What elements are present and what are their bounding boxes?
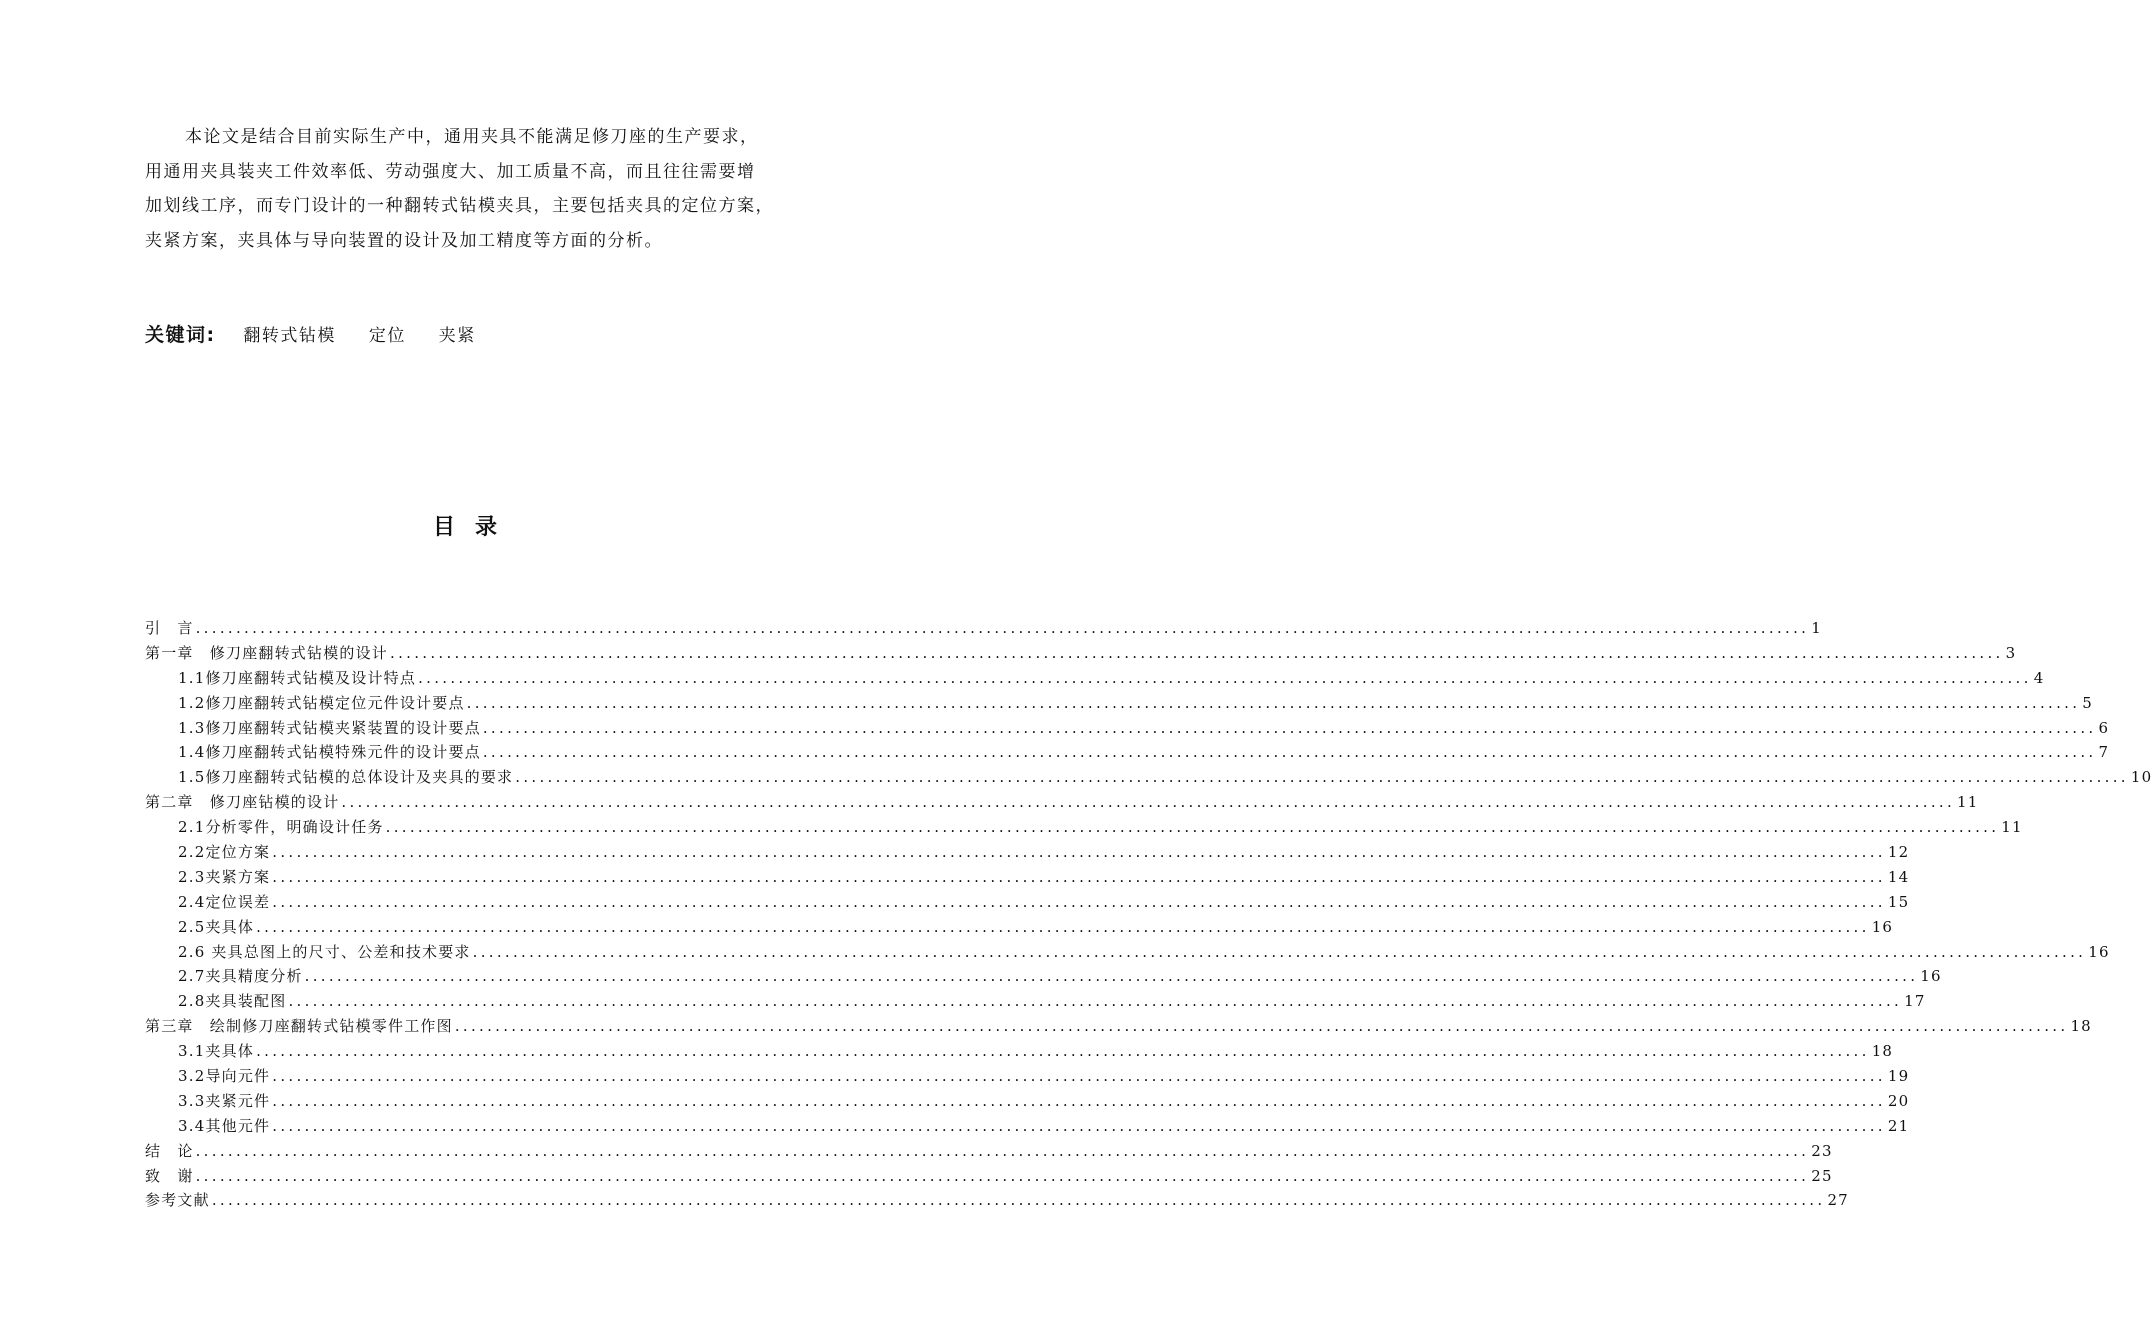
toc-entry-title: 3.1夹具体	[178, 1042, 255, 1061]
toc-entry[interactable]	[145, 766, 2152, 791]
toc-entry-page: 23	[1811, 1141, 1833, 1160]
toc-entry[interactable]	[145, 1015, 2092, 1040]
toc-entry[interactable]	[145, 1040, 1894, 1065]
toc-entry[interactable]	[145, 1189, 1849, 1214]
toc-leader-dots: ........................................................................................................................................................................................................	[195, 619, 1810, 637]
toc-leader-dots: ........................................................................................................................................................................................................	[385, 818, 2000, 837]
toc-entry-title: 2.7夹具精度分析	[178, 967, 303, 986]
toc-entry-title: 1.2修刀座翻转式钻模定位元件设计要点	[178, 693, 465, 712]
toc-entry-title: 参考文献	[145, 1191, 210, 1210]
toc-entry-title: 3.3夹紧元件	[178, 1091, 271, 1110]
toc-leader-dots: ........................................................................................................................................................................................................	[272, 1116, 1886, 1135]
toc-entry-title: 第二章 修刀座钻模的设计	[145, 793, 340, 812]
abstract-line: 夹紧方案，夹具体与导向装置的设计及加工精度等方面的分析。	[145, 230, 663, 251]
toc-entry-page: 14	[1887, 867, 1910, 886]
toc-entry-page: 27	[1827, 1191, 1849, 1210]
toc-leader-dots: ........................................................................................................................................................................................................	[272, 867, 1886, 886]
toc-entry[interactable]	[145, 717, 2110, 742]
toc-entry-title: 2.8夹具装配图	[178, 992, 287, 1011]
toc-leader-dots: ........................................................................................................................................................................................................	[272, 1067, 1886, 1086]
toc-entry-page: 17	[1904, 992, 1926, 1011]
toc-leader-dots: ........................................................................................................................................................................................................	[304, 967, 1919, 986]
toc-entry-page: 5	[2082, 693, 2094, 712]
toc-entry-title: 第一章 修刀座翻转式钻模的设计	[145, 643, 389, 662]
toc-entry-title: 1.4修刀座翻转式钻模特殊元件的设计要点	[178, 743, 481, 762]
toc-entry[interactable]	[145, 941, 2110, 966]
toc-leader-dots: ........................................................................................................................................................................................................	[390, 643, 2004, 662]
toc-entry-page: 12	[1887, 843, 1910, 862]
toc-entry-page: 3	[2005, 643, 2017, 662]
toc-entry-page: 16	[1871, 917, 1894, 936]
toc-leader-dots: ........................................................................................................................................................................................................	[195, 1166, 1810, 1185]
toc-entry[interactable]	[145, 841, 1910, 866]
toc-entry[interactable]	[145, 866, 1910, 891]
toc-entry-title: 1.3修刀座翻转式钻模夹紧装置的设计要点	[178, 718, 481, 737]
toc-entry-title: 第三章 绘制修刀座翻转式钻模零件工作图	[145, 1017, 453, 1036]
toc-entry-page: 16	[2088, 942, 2110, 961]
toc-entry[interactable]	[145, 617, 1822, 642]
toc-entry-page: 16	[1920, 967, 1942, 986]
toc-entry-page: 19	[1887, 1067, 1910, 1086]
toc-entry-title: 2.2定位方案	[178, 843, 271, 862]
keyword: 夹紧	[438, 326, 476, 346]
toc-entry[interactable]	[145, 916, 1894, 941]
toc-entry-title: 2.3夹紧方案	[178, 867, 271, 886]
toc-entry-page: 18	[1871, 1042, 1894, 1061]
toc-entry-title: 致 谢	[145, 1166, 194, 1185]
toc-entry[interactable]	[145, 1140, 1833, 1165]
toc-entry-title: 2.4定位误差	[178, 892, 271, 911]
toc-leader-dots: ........................................................................................................................................................................................................	[288, 992, 1903, 1011]
toc-entry-page: 1	[1811, 619, 1822, 637]
abstract-line: 本论文是结合目前实际生产中，通用夹具不能满足修刀座的生产要求，	[185, 127, 759, 147]
toc-leader-dots: ........................................................................................................................................................................................................	[466, 693, 2081, 712]
toc-leader-dots: ........................................................................................................................................................................................................	[515, 768, 2129, 787]
toc-entry-page: 18	[2070, 1017, 2092, 1036]
toc-entry-page: 10	[2130, 768, 2152, 787]
toc-entry[interactable]	[145, 891, 1910, 916]
toc-entry[interactable]	[145, 965, 1942, 990]
toc-entry[interactable]	[145, 741, 2110, 766]
toc-entry-page: 7	[2098, 743, 2110, 762]
toc-entry[interactable]	[145, 667, 2045, 692]
toc-leader-dots: ........................................................................................................................................................................................................	[272, 1091, 1886, 1110]
toc-title: 目录	[432, 515, 517, 540]
toc-entry[interactable]	[145, 1090, 1910, 1115]
toc-leader-dots: ........................................................................................................................................................................................................	[418, 668, 2032, 687]
toc-entry-title: 1.1修刀座翻转式钻模及设计特点	[178, 668, 417, 687]
toc-entry[interactable]	[145, 1165, 1833, 1190]
toc-entry-page: 11	[2001, 818, 2023, 837]
toc-entry-title: 结 论	[145, 1141, 194, 1160]
toc-entry[interactable]	[145, 816, 2023, 841]
toc-entry-title: 2.6 夹具总图上的尺寸、公差和技术要求	[178, 942, 471, 961]
toc-entry[interactable]	[145, 791, 1979, 816]
keywords-label: 关键词:	[145, 324, 216, 346]
keyword: 翻转式钻模	[243, 326, 336, 346]
toc-leader-dots: ........................................................................................................................................................................................................	[195, 1141, 1810, 1160]
toc-leader-dots: ........................................................................................................................................................................................................	[256, 917, 1870, 936]
toc-entry-title: 2.5夹具体	[178, 917, 255, 936]
toc-entry-page: 21	[1887, 1116, 1910, 1135]
toc-leader-dots: ........................................................................................................................................................................................................	[256, 1042, 1870, 1061]
toc-entry-page: 11	[1957, 793, 1979, 812]
keyword: 定位	[368, 326, 406, 346]
toc-entry-page: 4	[2033, 668, 2045, 687]
toc-entry-title: 2.1分析零件，明确设计任务	[178, 818, 384, 837]
toc-entry[interactable]	[145, 692, 2094, 717]
toc-entry-title: 引 言	[145, 619, 194, 637]
toc-entry-page: 20	[1887, 1091, 1910, 1110]
toc-entry-page: 15	[1887, 892, 1910, 911]
toc-leader-dots: ........................................................................................................................................................................................................	[482, 718, 2097, 737]
toc-leader-dots: ........................................................................................................................................................................................................	[341, 793, 1956, 812]
toc-leader-dots: ........................................................................................................................................................................................................	[272, 892, 1886, 911]
toc-entry-title: 1.5修刀座翻转式钻模的总体设计及夹具的要求	[178, 768, 514, 787]
abstract-line: 加划线工序，而专门设计的一种翻转式钻模夹具，主要包括夹具的定位方案，	[145, 196, 774, 216]
toc-entry[interactable]	[145, 642, 2017, 667]
abstract	[145, 120, 825, 258]
toc-leader-dots: ........................................................................................................................................................................................................	[482, 743, 2097, 762]
keywords	[145, 320, 502, 347]
toc-entry-page: 6	[2098, 718, 2110, 737]
toc-leader-dots: ........................................................................................................................................................................................................	[211, 1191, 1826, 1210]
toc-entry[interactable]	[145, 990, 1926, 1015]
toc-entry-title: 3.4其他元件	[178, 1116, 271, 1135]
toc-entry-title: 3.2导向元件	[178, 1067, 271, 1086]
toc-leader-dots: ........................................................................................................................................................................................................	[472, 942, 2087, 961]
abstract-line: 用通用夹具装夹工件效率低、劳动强度大、加工质量不高，而且往往需要增	[145, 161, 756, 182]
toc-leader-dots: ........................................................................................................................................................................................................	[272, 843, 1886, 862]
toc-entry-page: 25	[1811, 1166, 1833, 1185]
toc-leader-dots: ........................................................................................................................................................................................................	[454, 1017, 2069, 1036]
toc-entry[interactable]	[145, 1065, 1910, 1090]
table-of-contents	[145, 617, 2152, 1214]
toc-entry[interactable]	[145, 1115, 1910, 1140]
